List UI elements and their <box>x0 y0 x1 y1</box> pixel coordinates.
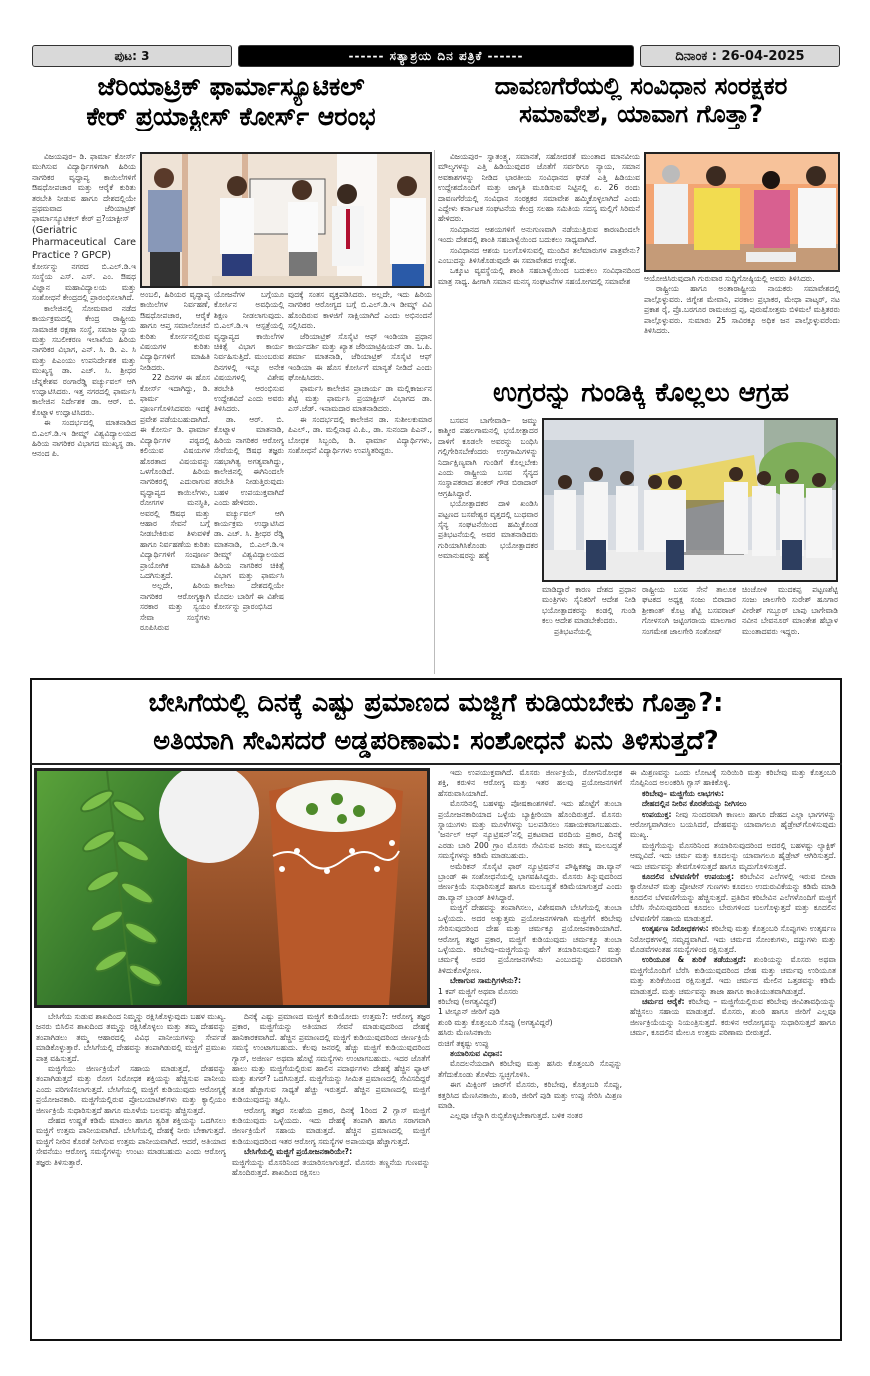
subheading <box>630 799 836 809</box>
subheading <box>630 789 836 799</box>
paragraph-text: ಮಜ್ಜಿಗೆ ದೇಹವನ್ನು ತಂಪಾಗಿಸಲು, ವಿಶೇಷವಾಗಿ ಬೇಸಿಗೆಯಲ್ಲಿ ತುಂಬಾ ಒಳ್ಳೆಯದು. ಅದರ ಅತ್ಯುತ್ತಮ ಪ್ರಯೋಜನಗಳಿಗಾಗಿ ಮಜ್ಜಿಗೆಗೆ ಕರಿಬೇವು ಸೇರಿಸುವುದರಿಂದ ದೇಹ ಮತ್ತು ಚರ್ಮಕ್ಕೂ ಪ್ರಯೋಜನಕಾರಿಯಾಗಿದೆ. ಆರೋಗ್ಯ ತಜ್ಞರ ಪ್ರಕಾರ, ಮಜ್ಜಿಗೆ ಕುಡಿಯುವುದು ಚರ್ಮಕ್ಕೂ ತುಂಬಾ ಒಳ್ಳೆಯದು. ಕರಿಬೇವು–ಮಜ್ಜಿಗೆಯನ್ನು ಹೇಗೆ ತಯಾರಿಸುವುದು? ಮತ್ತು ಚರ್ಮಕ್ಕೆ ಅದರ ಪ್ರಯೋಜನಗಳೇನು ಎಂಬುದನ್ನು ವಿವರವಾಗಿ ತಿಳಿದುಕೊಳ್ಳೋಣ. <box>438 903 622 975</box>
article3-headline <box>436 378 846 409</box>
paragraph-text: ಕೂದಲಿನ ಬೆಳವಣಿಗೆಗೆ ಉಪಯುಕ್ತ: ಕರಿಬೇವಿನ ಎಲೆಗಳಲ್ಲಿ ಇರುವ ಬೀಟಾ ಕ್ಯಾರೋಟಿನ್ ಮತ್ತು ಪ್ರೋಟೀನ್ ಗುಣಗಳು ಕೂದಲು ಉದುರುವಿಕೆಯನ್ನು ಕಡಿಮೆ ಮಾಡಿ ಕೂದಲಿನ ಬೆಳವಣಿಗೆಯನ್ನು ಹೆಚ್ಚಿಸುತ್ತದೆ. ಪ್ರತಿದಿನ ಕರಿಬೇವಿನ ಎಲೆಗಳೊಂದಿಗೆ ಮಜ್ಜಿಗೆ ಬೆರೆಸಿ ಸೇವಿಸುವುದರಿಂದ ಕೂದಲು ಬೇರುಗಳಿಂದ ಬಲಗೊಳ್ಳುತ್ತದೆ ಮತ್ತು ಕೂದಲಿನ ಬೆಳವಣಿಗೆಗೆ ಸಹಾಯ ಮಾಡುತ್ತದೆ. <box>630 872 836 923</box>
paragraph-text: ಅಮೆರಿಕನ್ ಸೊಸೈಟಿ ಫಾರ್ ನ್ಯೂಟ್ರಿಷನ್‌ನ ಪೌಷ್ಟಿಕತಜ್ಞ ಡಾ.ವ್ಯಾನ್ ಬ್ರಾಂಡ್ ಈ ಸಂಶೋಧನೆಯಲ್ಲಿ ಭಾಗವಹಿಸಿದ್ದರು. ಮೊಸರು ತಿನ್ನುವುದರಿಂದ ಜೀರ್ಣಕ್ರಿಯೆ ಸುಧಾರಿಸುತ್ತದೆ ಹಾಗೂ ಮಲಬದ್ಧತೆ ಕಡಿಮೆಯಾಗುತ್ತದೆ ಎಂದು ಡಾ.ವ್ಯಾನ್ ಬ್ರಾಂಡ್ ತಿಳಿಸಿದ್ದಾರೆ. <box>438 861 622 902</box>
article1-column-4 <box>288 290 432 674</box>
press-meet-photo <box>646 154 838 270</box>
paragraph: ಮಾಡಿದ್ದಾರೆ ಕಾರಣ ದೇಶದ ಪ್ರಧಾನ ಮಂತ್ರಿಗಳು ಸೈನಿಕರಿಗೆ ಆದೇಶ ನೀಡಿ ಭಯೋತ್ಪಾದಕರನ್ನು ಕಂಡಲ್ಲಿ ಗುಂಡಿ ಕಲು ಆದೇಶ ಮಾಡಬೇಕೆಂದರು. <box>542 585 636 626</box>
paper-title-banner <box>238 45 634 67</box>
paragraph-text: ಇದು ಉಪಯುಕ್ತವಾಗಿದೆ. ಮೊಸರು ಜೀರ್ಣಕ್ರಿಯೆ, ರೋಗನಿರೋಧಕ ಶಕ್ತಿ, ಕರುಳಿನ ಆರೋಗ್ಯ ಮತ್ತು ಇತರ ಹಲವು ಪ್ರಯೋಜನಗಳಿಗೆ ಹೆಸರುವಾಸಿಯಾಗಿದೆ. <box>438 768 622 798</box>
list-item <box>438 1028 622 1038</box>
article1-headline <box>30 72 432 131</box>
paragraph <box>438 768 622 799</box>
paragraph <box>438 1059 622 1080</box>
paragraph: ಸಂವಿಧಾನದ ಆಶಯ ಬಲಗೊಳಿಸುವಲ್ಲಿ ಮುಂದಿನ ತಲೆಮಾರುಗಳ ಪಾತ್ರವೇನು? ಎಂಬುದನ್ನು ತಿಳಿಸಿಕೊಡುವುದೇ ಈ ಸಮಾವೇಶದ ಉದ್ದೇಶ. <box>438 245 640 266</box>
paragraph: ಮಜ್ಜಿಗೆಯು ಜೀರ್ಣಕ್ರಿಯೆಗೆ ಸಹಾಯ ಮಾಡುತ್ತದೆ, ದೇಹವನ್ನು ತಂಪಾಗಿಡುತ್ತದೆ ಮತ್ತು ರೋಗ ನಿರೋಧಕ ಶಕ್ತಿಯನ್ನು ಹೆಚ್ಚಿಸುವ ಪಾನೀಯ ಎಂದು ಪರಿಗಣಿಸಲಾಗುತ್ತದೆ. ಬೇಸಿಗೆಯಲ್ಲಿ ಮಜ್ಜಿಗೆ ಕುಡಿಯುವುದು ಆರೋಗ್ಯಕ್ಕೆ ಪ್ರಯೋಜನಕಾರಿ. ಮಜ್ಜಿಗೆಯಲ್ಲಿರುವ ಪ್ರೋಬಯಾಟಿಕ್‌ಗಳು ಮತ್ತು ಕ್ಯಾಲ್ಸಿಯಂ ಜೀರ್ಣಕ್ರಿಯೆ ಸುಧಾರಿಸುತ್ತದೆ ಹಾಗೂ ಮೂಳೆಯ ಬಲವನ್ನು ಹೆಚ್ಚಿಸುತ್ತದೆ. <box>36 1064 226 1115</box>
paragraph <box>630 841 836 872</box>
course-inauguration-photo <box>142 154 430 286</box>
list-item-text: ಈ ಮಿಶ್ರಣವನ್ನು ಒಂದು ಲೋಟಕ್ಕೆ ಸುರಿಯಿರಿ ಮತ್ತು ಕರಿಬೇವು ಮತ್ತು ಕೊತ್ತಂಬರಿ ಸೊಪ್ಪಿನಿಂದ ಅಲಂಕರಿಸಿ ಗ್ಲಾಸ್ ಹಾಕಿಕೊಳ್ಳಿ. <box>630 768 836 788</box>
paragraph: ಬಸವನ ಬಾಗೇವಾಡಿ– ಜಮ್ಮು ಕಾಶ್ಮೀರ ಪಹಲಗಾಮನಲ್ಲಿ ಭಯೋತ್ಪಾದರ ದಾಳಿಗೆ ಕೂಡಲೇ ಅವರನ್ನು ಬಂಧಿಸಿ ಗಲ್ಲಿಗೇರಿಸಬೇಕೆಂದರು ಉಗ್ರಗಾಮಿಗಳನ್ನು ನಿರ್ದಾಕ್ಷಿಣ್ಯವಾಗಿ ಗುಂಡಿಗೆ ಕೊಲ್ಲಬೇಕು ಎಂದು ರಾಷ್ಟ್ರೀಯ ಬಸವ ಸೈನ್ಯದ ಸಂಸ್ಥಾಪಕರಾದ ಶಂಕರ್ ಗೌಡ ಬಿರಾದಾರ್ ಆಗ್ರಹಿಸಿದ್ದಾರೆ. <box>438 416 538 498</box>
subheading-text: ಬೇಕಾಗುವ ಸಾಮಗ್ರಿಗಳೇನು?: <box>450 976 522 986</box>
subheading <box>438 1049 622 1059</box>
paragraph: ಆಯೋಜಿಸಿರುವುದಾಗಿ ಗುರುವಾರ ಸುದ್ದಿಗೋಷ್ಠಿಯಲ್ಲಿ ಅವರು ತಿಳಿಸಿದರು. <box>644 274 815 283</box>
paragraph: ಯೋಜನೆಗಳ ಬಗ್ಗೆಯೂ ಕೋರ್ಸಿನ ಅವಧಿಯಲ್ಲಿ ಶಿಕ್ಷಣ ನೀಡಲಾಗುವುದು. ಬಿ.ಎಲ್.ಡಿ.ಇ ಆಸ್ಪತ್ರೆಯಲ್ಲಿ ವೃದ್ಧಾಪ್ಯದ ಕಾಯಿಲೆಗಳ ಚಿಕಿತ್ಸೆ ವಿಭಾಗ ಕಾರ್ಯ ನಿರ್ವಹಿಸುತ್ತಿದೆ. ಮುಂಬರುವ ದಿನಗಳಲ್ಲಿ ಇನ್ನೂ ಅನೇಕ ವಿಷಯಗಳಲ್ಲಿ ವಿಶೇಷ ತರಬೇತಿ ಆರಂಭಿಸುವ ಉದ್ದೇಶವಿದೆ ಎಂದು ಅವರು ತಿಳಿಸಿದರು. <box>214 290 284 414</box>
article3-headline-text: ಉಗ್ರರನ್ನು ಗುಂಡಿಕ್ಕಿ ಕೊಲ್ಲಲು ಆಗ್ರಹ <box>493 378 789 408</box>
paragraph <box>438 1111 622 1121</box>
paragraph-text: ಈಗ ಮಿಕ್ಸಿಂಗ್ ಜಾರ್‌ಗೆ ಮೊಸರು, ಕರಿಬೇವು, ಕೊತ್ತಂಬರಿ ಸೊಪ್ಪು, ಕತ್ತರಿಸಿದ ಮೆಣಸಿನಕಾಯಿ, ಶುಂಠಿ, ಜೀರಿಗೆ ಪುಡಿ ಮತ್ತು ಉಪ್ಪು ಸೇರಿಸಿ ಮಿಶ್ರಣ ಮಾಡಿ. <box>438 1080 622 1110</box>
paragraph <box>438 903 622 976</box>
lead-in: ಉಪಯುಕ್ತ: <box>642 809 676 819</box>
subheading: ಬೇಸಿಗೆಯಲ್ಲಿ ಮಜ್ಜಿಗೆ ಪ್ರಯೋಜನಕಾರಿಯೇ?: <box>244 1147 353 1157</box>
paragraph: ಅಂಬಲಿ, ಹಿರಿಯರ ವೃದ್ಧಾಪ್ಯ ಕಾಯಿಲೆಗಳ ನಿರ್ವಹಣೆ, ಔಷಧೋಪಚಾರ, ಆರೈಕೆ ಹಾಗೂ ಆಪ್ತ ಸಮಾಲೋಚನೆ ಕುರಿತು ಕೋರ್ಸನಲ್ಲಿರುವ ವಿಷಯಗಳ ಕುರಿತು ವಿದ್ಯಾರ್ಥಿಗಳಿಗೆ ಮಾಹಿತಿ ನೀಡಿದರು. <box>140 290 210 372</box>
buttermilk-curry-leaves-photo <box>37 771 427 1005</box>
paragraph-with-lead <box>630 955 836 997</box>
protest-photo <box>544 420 836 580</box>
paragraph: 22 ದಿನಗಳ ಈ ಹೊಸ ಕೋರ್ಸ್ ಇದಾಗಿದ್ದು, ಡಿ. ಫಾರ್ಮ ಪೂರ್ಣಗೊಳಿಸಿದವರು ಇದಕ್ಕೆ ಪ್ರವೇಶ ಪಡೆಯಬಹುದಾಗಿದೆ. ಈ ಕೋರ್ಸು ಡಿ. ಫಾರ್ಮಾ ವಿದ್ಯಾರ್ಥಿಗಳ ಪಠ್ಯದಲ್ಲಿ ಕಲಿಯುವ ವಿಷಯಗಳ ಹೊರತಾದ ವಿಷಯವನ್ನು ಒಳಗೊಂಡಿದೆ. ಹಿರಿಯ ನಾಗರಿಕರಲ್ಲಿ ಎದುರಾಗುವ ವೃದ್ಧಾಪ್ಯದ ಕಾಯಿಲೆಗಳು, ರೋಗಗಳ ಮನಸ್ಥಿತಿ, ಅವರಲ್ಲಿ ಔಷಧ ಮತ್ತು ಆಹಾರ ಸೇವನೆ ಬಗ್ಗೆ ನೀಡಬೇಕಿರುವ ತಿಳುವಳಿಕೆ ಹಾಗೂ ನಿರ್ವಹಣೆಯ ಕುರಿತು ವಿದ್ಯಾರ್ಥಿಗಳಿಗೆ ಸಂಪೂರ್ಣ ಪ್ರಾಯೋಗಿಕ ಮಾಹಿತಿ ಒದಗಿಸುತ್ತದೆ. <box>140 373 210 580</box>
subheading <box>438 976 622 986</box>
paragraph: ಭಯೋತ್ಪಾದಕರ ದಾಳಿ ಖಂಡಿಸಿ ಪಟ್ಟಣದ ಬಸವೇಶ್ವರ ವೃತ್ತದಲ್ಲಿ ಬುಧವಾರ ಸೈನ್ಯ ಸಂಘಟನೆಯಿಂದ ಹಮ್ಮಿಕೊಂಡ ಪ್ರತಿಭಟನೆಯಲ್ಲಿ ಅವರ ಮಾತನಾಡಿದರು ಗುರಿಯಾಗಿಸಿಕೊಂಡು ಭಯೋತ್ಪಾದಕರ ಅಮಾನುಷರನ್ನು ಹತ್ಯೆ <box>438 499 538 561</box>
lead-in: ಉರಿಯೂತ & ತುರಿಕೆ ತಡೆಯುತ್ತದೆ: <box>642 955 754 965</box>
paragraph: ಡಾ. ಆರ್. ಬಿ. ಕೊಟ್ನಾಳ ಮಾತನಾಡಿ, ಹಿರಿಯ ನಾಗರಿಕರ ಆರೋಗ್ಯ ಸೇವೆಯಲ್ಲಿ ಔಷಧ ತಜ್ಞರು ಸಹಭಾಗಿತ್ವ ಅಗತ್ಯವಾಗಿದ್ದು, ಕಾಲೇಜಿನಲ್ಲಿ ಈಗಿನಿಂದಲೇ ತರಬೇತಿ ನೀಡುತ್ತಿರುವುದು ಬಹಳ ಉಪಯುಕ್ತವಾಗಿದೆ ಎಂದು ಹೇಳಿದರು. <box>214 414 284 508</box>
paragraph-english: (Geriatric Pharmaceutical Care Practice ? GPCP) <box>32 224 136 261</box>
article4-column-1 <box>36 1012 226 1338</box>
article4-headline-line2: ಅತಿಯಾಗಿ ಸೇವಿಸದರೆ ಅಡ್ಡಪರಿಣಾಮ: ಸಂಶೋಧನೆ ಏನು ತಿಳಿಸುತ್ತದೆ? <box>153 726 719 756</box>
paragraph: ಕಾಲೇಜಿನಲ್ಲಿ ಸೋಮವಾರ ನಡೆದ ಕಾರ್ಯಕ್ರಮದಲ್ಲಿ ಕೇಂದ್ರ ರಾಷ್ಟ್ರೀಯ ಸಾಮಾಜಿಕ ರಕ್ಷಣಾ ಸಂಸ್ಥೆ, ಸಮಾಜ ನ್ಯಾಯ ಮತ್ತು ಸಬಲೀಕರಣ ಇಲಾಖೆಯ ಹಿರಿಯ ನಾಗರಿಕರ ವಿಭಾಗ, ಎನ್. ಸಿ. ಡಿ. ಎ. ಸಿ ಮತ್ತು ಪಿಎಂಯು ಉಪನಿರ್ದೇಶಕ ಮತ್ತು ಮುಖ್ಯಸ್ಥ ಡಾ. ಎಚ್. ಸಿ. ಶ್ರೀಧರ ಚೆನ್ನಕೇಶವ ರಂಗಾರೆಡ್ಡಿ ವರ್ಚ್ಯುವಲ್ ಆಗಿ ಉದ್ಘಾಟಿಸಿದರು. ಇತ್ತ ನಗರದಲ್ಲಿ ಫಾರ್ಮಸಿ ಕಾಲೇಜಿನ ನಿರ್ದೇಶಕ ಡಾ. ಆರ್. ಬಿ. ಕೊಟ್ನಾಳ ಉದ್ಘಾಟಿಸಿದರು. <box>32 303 136 417</box>
list-item-text: ರುಚಿಗೆ ತಕ್ಕಷ್ಟು ಉಪ್ಪು <box>438 1038 489 1048</box>
article3-column-2 <box>542 585 636 675</box>
paragraph: ಈ ಸಂದರ್ಭದಲ್ಲಿ ಮಾತನಾಡಿದ ಬಿ.ಎಲ್.ಡಿ.ಇ ಡೀಮ್ಡ್ ವಿಶ್ವವಿದ್ಯಾಲಯದ ಹಿರಿಯ ನಾಗರಿಕರ ವಿಭಾಗದ ಮುಖ್ಯಸ್ಥ ಡಾ. ಆನಂದ ಪಿ. <box>32 418 136 459</box>
lead-in: ಉತ್ಕರ್ಷಣ ನಿರೋಧಕಗಳು: <box>642 924 712 934</box>
paragraph: ದಿನಕ್ಕೆ ಎಷ್ಟು ಪ್ರಮಾಣದ ಮಜ್ಜಿಗೆ ಕುಡಿಯೋದು ಉತ್ತಮ?: ಆರೋಗ್ಯ ತಜ್ಞರ ಪ್ರಕಾರ, ಮಜ್ಜಿಗೆಯನ್ನು ಅತಿಯಾದ ಸೇವನೆ ಮಾಡುವುದರಿಂದ ದೇಹಕ್ಕೆ ಹಾನಿಕಾರಕವಾಗಿದೆ. ಹೆಚ್ಚಿನ ಪ್ರಮಾಣದಲ್ಲಿ ಮಜ್ಜಿಗೆ ಕುಡಿಯುವುದರಿಂದ ಜೀರ್ಣಕ್ರಿಯೆ ಸಮಸ್ಯೆ ಉಂಟಾಗಬಹುದು. ಕೆಲವು ಜನರಲ್ಲಿ ಹೆಚ್ಚು ಮಜ್ಜಿಗೆ ಕುಡಿಯುವುದರಿಂದ ಗ್ಯಾಸ್, ಅಜೀರ್ಣ ಅಥವಾ ಹೊಟ್ಟೆ ಸಮಸ್ಯೆಗಳು ಉಂಟಾಗಬಹುದು. ಇದರ ಜೊತೆಗೆ ಹಾಲು ಮತ್ತು ಮಜ್ಜಿಗೆಯಲ್ಲಿರುವ ಹಾಲಿನ ಪದಾರ್ಥಗಳು ದೇಹಕ್ಕೆ ಹೆಚ್ಚಿನ ಫ್ಯಾಟ್ ಮತ್ತು ಶುಗರ್? ಒದಗಿಸುತ್ತದೆ. ಮಜ್ಜಿಗೆಯನ್ನು ಸೀಮಿತ ಪ್ರಮಾಣದಲ್ಲಿ ಸೇವಿಸದಿದ್ದರೆ ತೂಕ ಹೆಚ್ಚಾಗುವ ಸಾಧ್ಯತೆ ಹೆಚ್ಚು ಇರುತ್ತದೆ. ಹೆಚ್ಚಿನ ಪ್ರಮಾಣದಲ್ಲಿ ಮಜ್ಜಿಗೆ ಕುಡಿಯುವುದನ್ನು ತಪ್ಪಿಸಿ. <box>232 1012 430 1105</box>
paragraph-text: ಉತ್ಕರ್ಷಣ ನಿರೋಧಕಗಳು: ಕರಿಬೇವು ಮತ್ತು ಕೊತ್ತಂಬರಿ ಸೊಪ್ಪುಗಳು ಉತ್ಕರ್ಷಣ ನಿರೋಧಕಗಳಲ್ಲಿ ಸಮೃದ್ಧವಾಗಿದೆ. ಇದು ಚರ್ಮದ ಸೋಂಕುಗಳು, ದದ್ದುಗಳು ಮತ್ತು ಮೊಡವೆಗಳಂತಹ ಸಮಸ್ಯೆಗಳಿಂದ ರಕ್ಷಿಸುತ್ತದೆ. <box>630 924 836 954</box>
list-item-text: 1 ಟೀಸ್ಪೂನ್ ಜೀರಿಗೆ ಪುಡಿ <box>438 1007 501 1017</box>
article2-photo <box>644 152 840 272</box>
paragraph: ಒಕ್ಕೂಟ ವ್ಯವಸ್ಥೆಯಲ್ಲಿ ಶಾಂತಿ ಸಹಬಾಳ್ವೆಯಿಂದ ಬದುಕಲು ಸಂವಿಧಾನದಿಂದ ಮಾತ್ರ ಸಾಧ್ಯ. ಹೀಗಾಗಿ ಸಮಾನ ಮನಸ್ಕ ಸಂಘಟನೆಗಳ ಸಹಯೋಗದಲ್ಲಿ ಸಮಾವೇಶ <box>438 266 640 286</box>
article4-photo <box>34 768 430 1008</box>
page-number-badge <box>32 45 232 67</box>
article1-column-3 <box>214 290 284 674</box>
paragraph: ದೇಹದ ಉಷ್ಣತೆ ಕಡಿಮೆ ಮಾಡಲು ಹಾಗೂ ತ್ವರಿತ ಶಕ್ತಿಯನ್ನು ಒದಗಿಸಲು ಮಜ್ಜಿಗೆ ಉತ್ತಮ ಪಾನೀಯವಾಗಿದೆ. ಬೇಸಿಗೆಯಲ್ಲಿ ದೇಹಕ್ಕೆ ನೀರು ಬೇಕಾಗುತ್ತದೆ. ಮಜ್ಜಿಗೆ ನೀರಿನ ಕೊರತೆ ನೀಗಿಸುವ ಉತ್ತಮ ಪಾನೀಯವಾಗಿದೆ. ಆದರೆ, ಅತಿಯಾದ ಸೇವನೆಯು ಆರೋಗ್ಯ ಸಮಸ್ಯೆಗಳನ್ನು ಉಂಟು ಮಾಡಬಹುದು ಎಂದು ಆರೋಗ್ಯ ತಜ್ಞರು ತಿಳಿಸುತ್ತಾರೆ. <box>36 1116 226 1167</box>
list-item-text: ಕರಿಬೇವು (ಅಗತ್ಯವಿದ್ದರೆ) <box>438 996 497 1006</box>
paragraph-text: ಮೊಸರಿನಲ್ಲಿ ಬಹಳಷ್ಟು ಪೋಷಕಾಂಶಗಳಿವೆ. ಇದು ಹೊಟ್ಟೆಗೆ ತುಂಬಾ ಪ್ರಯೋಜನಕಾರಿಯಾದ ಒಳ್ಳೆಯ ಬ್ಯಾಕ್ಟೀರಿಯಾ ಹೊಂದಿರುತ್ತದೆ. ಮೊಸರು ಸ್ನಾಯುಗಳು ಮತ್ತು ಮೂಳೆಗಳನ್ನು ಬಲಪಡಿಸಲು ಸಹಾಯಕವಾಗಬಹುದು. 'ಜರ್ನಲ್ ಆಫ್ ನ್ಯೂಟ್ರಿಷನ್'ನಲ್ಲಿ ಪ್ರಕಟವಾದ ವರದಿಯ ಪ್ರಕಾರ, ದಿನಕ್ಕೆ ಎರಡು ಬಾರಿ 200 ಗ್ರಾಂ ಮೊಸರು ಸೇವಿಸುವ ಜನರು ತಮ್ಮ ಮಲಬದ್ಧತೆ ಸಮಸ್ಯೆಗಳನ್ನು ಕಡಿಮೆ ಮಾಡಬಹುದು. <box>438 799 622 861</box>
article3-column-1 <box>438 416 538 674</box>
article4-column-4 <box>630 768 836 1338</box>
paragraph: ಚಿಂಚೋಳಿ ಮುದಕಪ್ಪ ಪಟ್ಟಣಶೆಟ್ಟಿ ಸಂಜು ಜಾಲಗೇರಿ ಸುರೇಶ್ ಹೂಗಾರ ವೀರೇಶ್ ಗಬ್ಬೂರ್ ಬಾಪು ಬಾಗೇವಾಡಿ ನವೀನ ಬೇವನೂರ್ ಮಾಂತೇಶ ಹೆಬ್ಬಾಳ ಮುಂತಾದವರು ಇದ್ದರು. <box>742 585 838 636</box>
paragraph <box>438 1080 622 1111</box>
paragraph-text: ಮಜ್ಜಿಗೆಯನ್ನು ಮೊಸರಿನಿಂದ ತಯಾರಿಸುವುದರಿಂದ ಅದರಲ್ಲಿ ಬಹಳಷ್ಟು ಲ್ಯಾಕ್ಟಿಕ್ ಆಮ್ಲವಿದೆ. ಇದು ಚರ್ಮ ಮತ್ತು ಕೂದಲನ್ನು ಯಾವಾಗಲೂ ಹೈಡ್ರೇಟ್ ಆಗಿರಿಸುತ್ತದೆ. ಇದು ಚರ್ಮವನ್ನು ತೇವಗೊಳಿಸುತ್ತದೆ ಹಾಗೂ ಮೃದುಗೊಳಿಸುತ್ತದೆ. <box>630 840 836 871</box>
list-item <box>438 1039 622 1049</box>
article1-column-1 <box>32 152 136 674</box>
paragraph-with-lead <box>630 924 836 955</box>
paragraph: ಆರೋಗ್ಯ ತಜ್ಞರ ಸಲಹೆಯ ಪ್ರಕಾರ, ದಿನಕ್ಕೆ 1ರಿಂದ 2 ಗ್ಲಾಸ್ ಮಜ್ಜಿಗೆ ಕುಡಿಯುವುದು ಒಳ್ಳೆಯದು. ಇದು ದೇಹಕ್ಕೆ ತಂಪಾಗಿ ಹಾಗೂ ಸರಾಗವಾಗಿ ಜೀರ್ಣಕ್ರಿಯೆಗೆ ಸಹಾಯ ಮಾಡುತ್ತದೆ. ಹೆಚ್ಚಿನ ಪ್ರಮಾಣದಲ್ಲಿ ಮಜ್ಜಿಗೆ ಕುಡಿಯುವುದರಿಂದ ಇತರ ಆರೋಗ್ಯ ಸಮಸ್ಯೆಗಳ ಅಪಾಯವೂ ಹೆಚ್ಚಾಗುತ್ತದೆ. <box>232 1105 430 1146</box>
paragraph: ಈ ಸಂದರ್ಭದಲ್ಲಿ ಕಾಲೇಜಿನ ಡಾ. ಸುಶೀಲಕುಮಾರ ಪಿಎಲ್., ಡಾ. ಮಲ್ಲಿನಾಥ ವಿ.ಪಿ., ಡಾ. ಸುನಂದಾ ಪಿಎನ್., ಬೋಧಕ ಸಿಬ್ಬಂದಿ, ಡಿ. ಫಾರ್ಮಾ ವಿದ್ಯಾರ್ಥಿಗಳು, ಸಂಶೋಧನೆ ವಿದ್ಯಾರ್ಥಿಗಳು ಉಪಸ್ಥಿತರಿದ್ದರು. <box>288 414 432 456</box>
article2-headline-line2: ಸಮಾವೇಶ, ಯಾವಾಗ ಗೊತ್ತಾ? <box>519 100 763 129</box>
paper-title: ------ ಸತ್ಯಾಶ್ರಯ ದಿನ ಪತ್ರಿಕೆ ------ <box>348 48 524 63</box>
list-item-text: 1 ಕಪ್ ಮಜ್ಜಿಗೆ ಅಥವಾ ಮೊಸರು <box>438 986 519 996</box>
article2-headline <box>436 72 846 129</box>
list-item <box>438 997 622 1007</box>
paragraph: ವುದಕ್ಕೆ ಸಂತಸ ವ್ಯಕ್ತಪಡಿಸಿದರು. ಅಲ್ಲದೇ, ಇದು ಹಿರಿಯ ನಾಗರಿಕರ ಆರೋಗ್ಯದ ಬಗ್ಗೆ ಬಿ.ಎಲ್.ಡಿ.ಇ ಡೀಮ್ಡ್ ವಿವಿ ಹೊಂದಿರುವ ಕಾಳಜಿಗೆ ಸಾಕ್ಷಿಯಾಗಿದೆ ಎಂದು ಅಭಿನಂದನೆ ಸಲ್ಲಿಸಿದರು. <box>288 290 432 331</box>
paragraph: ಬೇಸಿಗೆಯ ಸುಡುವ ಶಾಖದಿಂದ ನಿಮ್ಮನ್ನು ರಕ್ಷಿಸಿಕೊಳ್ಳುವುದು ಬಹಳ ಮುಖ್ಯ. ಜನರು ಬಿಸಿಲಿನ ಶಾಖದಿಂದ ತಮ್ಮನ್ನು ರಕ್ಷಿಸಿಕೊಳ್ಳಲು ಮತ್ತು ತಮ್ಮ ದೇಹವನ್ನು ತಂಪಾಗಿಡಲು ತಮ್ಮ ಆಹಾರದಲ್ಲಿ ವಿವಿಧ ಪಾನೀಯಗಳನ್ನು ಸೇರ್ಪಡೆ ಮಾಡಿಕೊಳ್ಳುತ್ತಾರೆ. ಬೇಸಿಗೆಯಲ್ಲಿ ದೇಹವನ್ನು ತಂಪಾಗಿಡುವಲ್ಲಿ ಮಜ್ಜಿಗೆ ಪ್ರಮುಖ ಪಾತ್ರ ವಹಿಸುತ್ತದೆ. <box>36 1012 226 1063</box>
lead-in: ಕೂದಲಿನ ಬೆಳವಣಿಗೆಗೆ ಉಪಯುಕ್ತ: <box>642 872 740 882</box>
article2-headline-line1: ದಾವಣಗೆರೆಯಲ್ಲಿ ಸಂವಿಧಾನ ಸಂರಕ್ಷಕರ <box>494 72 788 100</box>
paragraph: ಪ್ರತಿಭಟನೆಯಲ್ಲಿ <box>554 626 592 636</box>
article1-headline-line1: ಜೆರಿಯಾಟ್ರಿಕ್ ಫಾರ್ಮಾಸ್ಯೂಟಿಕಲ್ <box>97 72 365 101</box>
paragraph-with-lead <box>630 810 836 841</box>
article1-headline-line2: ಕೇರ್ ಪ್ರಯಾಕ್ಟೀಸ್ ಕೋರ್ಸ್ ಆರಂಭ <box>86 101 376 131</box>
list-item-text: ಹಸಿರು ಮೆಣಸಿನಕಾಯಿ <box>438 1028 492 1038</box>
article3-photo <box>542 418 838 582</box>
paragraph: ಕೋರ್ಸನ್ನು ನಗರದ ಬಿ.ಎಲ್.ಡಿ.ಇ ಸಂಸ್ಥೆಯ ಎಸ್. ಎಸ್. ಎಂ. ಔಷಧ ವಿಜ್ಞಾನ ಮಹಾವಿದ್ಯಾಲಯ ಮತ್ತು ಸಂಶೋಧನೆ ಕೇಂದ್ರದಲ್ಲಿ ಪ್ರಾರಂಭಿಸಲಾಗಿದೆ. <box>32 262 136 303</box>
article4-headline-line1: ಬೇಸಿಗೆಯಲ್ಲಿ ದಿನಕ್ಕೆ ಎಷ್ಟು ಪ್ರಮಾಣದ ಮಜ್ಜಿಗೆ ಕುಡಿಯಬೇಕು ಗೊತ್ತಾ?: <box>148 688 724 718</box>
subheading-text: ದೇಹದಲ್ಲಿನ ನೀರಿನ ಕೊರತೆಯನ್ನು ನೀಗಿಸಲು <box>642 799 747 809</box>
paragraph-text: ಮೊದಲನೆಯದಾಗಿ ಕರಿಬೇವು ಮತ್ತು ಹಸಿರು ಕೊತ್ತಂಬರಿ ಸೊಪ್ಪನ್ನು ತೆಗೆದುಕೊಂಡು ತೊಳೆದು ಸ್ವಚ್ಛಗೊಳಿಸಿ. <box>438 1059 622 1079</box>
paragraph: ಅಲ್ಲದೇ, ಹಿರಿಯ ನಾಗರಿಕರ ಆರೋಗ್ಯಕ್ಕಾಗಿ ಸರಕಾರ ಮತ್ತು ಸ್ವಯಂ ಸೇವಾ ಸಂಸ್ಥೆಗಳು ರೂಪಿಸಿರುವ <box>140 581 210 632</box>
list-item-text: ಶುಂಠಿ ಮತ್ತು ಕೊತ್ತಂಬರಿ ಸೊಪ್ಪು (ಅಗತ್ಯವಿದ್ದರೆ) <box>438 1017 553 1027</box>
paragraph-with-lead <box>630 872 836 924</box>
paragraph-text: ಚರ್ಮದ ಆರೈಕೆ: ಕರಿಬೇವು – ಮಜ್ಜಿಗೆಯಲ್ಲಿರುವ ಕರಿಬೇವು ಜೀವಿತಾವಧಿಯನ್ನು ಹೆಚ್ಚಿಸಲು ಸಹಾಯ ಮಾಡುತ್ತದೆ. ಮೊಸರು, ಶುಂಠಿ ಹಾಗೂ ಜೀರಿಗೆ ಎಲ್ಲವೂ ಜೀರ್ಣಕ್ರಿಯೆಯನ್ನು ನಿಯಂತ್ರಿಸುತ್ತದೆ. ಕರುಳಿನ ಆರೋಗ್ಯವನ್ನು ಸುಧಾರಿಸುತ್ತದೆ ಹಾಗೂ ಚರ್ಮ, ಕೂದಲಿನ ಮೇಲೂ ಉತ್ತಮ ಪರಿಣಾಮ ಬೀರುತ್ತದೆ. <box>630 996 836 1038</box>
paragraph <box>438 799 622 861</box>
paragraph: ರಾಷ್ಟ್ರೀಯ ಹಾಗೂ ಅಂತಾರಾಷ್ಟ್ರೀಯ ನಾಯಕರು ಸಮಾವೇಶದಲ್ಲಿ ಪಾಲ್ಗೊಳ್ಳುವರು. ಜಿಗ್ನೇಶ ಮೇವಾನಿ, ಪರಕಾಲ ಪ್ರಭಾಕರ, ಮೇಧಾ ಪಾಟ್ಕರ್, ನಟ ಪ್ರಕಾಶ ರೈ, ಪ್ರೊ.ಬರಗೂರ ರಾಮಚಂದ್ರ ಪ್ಪ, ಪುರುಷೋತ್ತಮ ಬಿಳಿಮಲೆ ಮತ್ತಿತರರು ಪಾಲ್ಗೊಳ್ಳುವರು. ಸುಮಾರು 25 ಸಾವಿರಕ್ಕೂ ಅಧಿಕ ಜನ ಪಾಲ್ಗೊಳ್ಳುವರೆಂದು ತಿಳಿಸಿದರು. <box>644 284 840 336</box>
headline-rule <box>30 763 842 765</box>
lead-in: ಚರ್ಮದ ಆರೈಕೆ: <box>642 996 689 1006</box>
article3-column-4 <box>742 585 838 675</box>
list-item <box>438 987 622 997</box>
column-divider <box>434 150 435 674</box>
article4-column-3 <box>438 768 622 1338</box>
paragraph-text: ಉಪಯುಕ್ತ: ನೀವು ಸುಂದರವಾಗಿ ಕಾಣಲು ಹಾಗೂ ದೇಹದ ಎಲ್ಲಾ ಭಾಗಗಳನ್ನು ಆರೋಗ್ಯವಾಗಿಡಲು ಬಯಸಿದರೆ, ದೇಹವನ್ನು ಯಾವಾಗಲೂ ಹೈಡ್ರೇಟ್‌ಗೊಳಿಸುವುದು ಮುಖ್ಯ. <box>630 809 836 840</box>
list-item <box>630 768 836 789</box>
article3-column-3 <box>642 585 736 675</box>
article4-headline <box>32 684 840 760</box>
paragraph-text: ಉರಿಯೂತ & ತುರಿಕೆ ತಡೆಯುತ್ತದೆ: ಶುಂಠಿಯನ್ನು ಮೊಸರು ಅಥವಾ ಮಜ್ಜಿಗೆಯೊಂದಿಗೆ ಬೆರೆಸಿ ಕುಡಿಯುವುದರಿಂದ ದೇಹ ಮತ್ತು ಚರ್ಮವು ಉರಿಯೂತ ಮತ್ತು ತುರಿಕೆಯಿಂದ ರಕ್ಷಿಸುತ್ತದೆ. ಇದು ಚರ್ಮದ ಮೇಲಿನ ಒತ್ತಡವನ್ನು ಕಡಿಮೆ ಮಾಡುತ್ತದೆ. ಮತ್ತು ಚರ್ಮವನ್ನು ತಾಜಾ ಹಾಗೂ ಕಾಂತಿಯುತವಾಗಿಡುತ್ತದೆ. <box>630 955 836 996</box>
date-badge <box>640 45 840 67</box>
paragraph-with-lead <box>630 997 836 1039</box>
article2-column-2 <box>644 274 840 378</box>
paragraph: ವಿಜಯಪುರ– ಡಿ. ಫಾರ್ಮಾ ಕೋರ್ಸ್ ಮುಗಿಸುವ ವಿದ್ಯಾರ್ಥಿಗಳಿಗಾಗಿ ಹಿರಿಯ ನಾಗರಿಕರ ವೃದ್ಧಾಪ್ಯ ಕಾಯಿಲೆಗಳಿಗೆ ಔಷಧೋಪಚಾರ ಮತ್ತು ಆರೈಕೆ ಕುರಿತು ತರಬೇತಿ ನೀಡುವ ಹಾಗೂ ದೇಶದಲ್ಲಿಯೇ ಪ್ರಥಮವಾದ ಜೆರಿಯಾಟ್ರಿಕ್ ಫಾರ್ಮಾಸ್ಯೂಟಿಕಲ್ ಕೇರ್ ಪ್ರ?ಯಾಕ್ಟೀಸ್ <box>32 152 136 224</box>
paragraph-text: ಎಲ್ಲವೂ ಚೆನ್ನಾಗಿ ರುಬ್ಬಿಕೊಳ್ಳಬೇಕಾಗುತ್ತದೆ. ಬಳಿಕ ನಂತರ <box>450 1111 583 1121</box>
article2-column-1 <box>438 152 640 377</box>
paragraph: ಮಜ್ಜಿಗೆಯನ್ನು ಮೊಸರಿನಿಂದ ತಯಾರಿಸಲಾಗುತ್ತದೆ. ಮೊಸರು ತಣ್ಣನೆಯ ಗುಣವನ್ನು ಹೊಂದಿರುತ್ತದೆ. ಶಾಖದಿಂದ ರಕ್ಷಿಸಲು <box>232 1157 430 1178</box>
list-item <box>438 1007 622 1017</box>
paragraph: ಜೆರಿಯಾಟ್ರಿಕ್ ಸೊಸೈಟಿ ಆಫ್ ಇಂಡಿಯಾ ಪ್ರಧಾನ ಕಾರ್ಯದರ್ಶಿ ಮತ್ತು ಖ್ಯಾತ ಜೆರಿಯಾಟ್ರಿಷಿಯನ್ ಡಾ. ಓ.ಪಿ. ಶರ್ಮಾ ಮಾತನಾಡಿ, ಜೆರಿಯಾಟ್ರಿಕ್ ಸೊಸೈಟಿ ಆಫ್ ಇಂಡಿಯಾ ಈ ಹೊಸ ಕೋರ್ಸಿಗೆ ಮಾನ್ಯತೆ ನೀಡಿದೆ ಎಂದು ಘೋಷಿಸಿದರು. <box>288 331 432 383</box>
paragraph: ಸಂವಿಧಾನದ ಆಶಯಗಳಿಗೆ ಅನುಗುಣವಾಗಿ ನಡೆಯುತ್ತಿರುವ ಕಾರಣದಿಂದಲೇ ಇಂದು ದೇಶದಲ್ಲಿ ಶಾಂತಿ ಸಹಬಾಳ್ವೆಯಿಂದ ಬದುಕಲು ಸಾಧ್ಯವಾಗಿದೆ. <box>438 224 640 245</box>
page-number: ಪುಟ: 3 <box>114 48 150 63</box>
article1-photo <box>140 152 432 288</box>
subheading-text: ತಯಾರಿಸುವ ವಿಧಾನ: <box>450 1048 503 1058</box>
subheading-text: ಕರಿಬೇವು– ಮಜ್ಜಿಗೆಯ ಲಾಭಗಳು: <box>642 788 724 798</box>
article1-column-2 <box>140 290 210 674</box>
paragraph: ರಾಷ್ಟ್ರೀಯ ಬಸವ ಸೇನೆ ತಾಲೂಕ ಘಟಕದ ಅಧ್ಯಕ್ಷ ಸಂಜು ಬಿರಾದಾರ ಶ್ರೀಕಾಂತ್ ಕೊಟ್ರ ಶೆಟ್ಟಿ ಬಸವರಾಜ್ ಗೋಳಸಂಗಿ ಜಟ್ಟಿಂಗರಾಯ ಮಾಲಗಾರ ಸಂಗಮೇಶ ಜಾಲಗೇರಿ ಸಂತೋಷ್ <box>642 585 736 636</box>
paragraph <box>438 862 622 904</box>
article4-column-2 <box>232 1012 430 1338</box>
list-item <box>438 1018 622 1028</box>
issue-date: ದಿನಾಂಕ : 26-04-2025 <box>675 48 805 64</box>
paragraph: ವರ್ಚ್ಯುವಲ್ ಆಗಿ ಕಾರ್ಯಕ್ರಮ ಉದ್ಘಾಟಿಸಿದ ಡಾ. ಎಚ್. ಸಿ. ಶ್ರೀಧರ ರೆಡ್ಡಿ ಮಾತನಾಡಿ, ಬಿ.ಎಲ್.ಡಿ.ಇ ಡೀಮ್ಡ್ ವಿಶ್ವವಿದ್ಯಾಲಯದ ಹಿರಿಯ ನಾಗರಿಕರ ಚಿಕಿತ್ಸೆ ವಿಭಾಗ ಮತ್ತು ಫಾರ್ಮಸಿ ಕಾಲೇಜು ದೇಶದಲ್ಲಿಯೇ ಮೊದಲ ಬಾರಿಗೆ ಈ ವಿಶೇಷ ಕೋರ್ಸನ್ನು ಪ್ರಾರಂಭಿಸಿದ <box>214 508 284 612</box>
paragraph: ವಿಜಯಪುರ– ಸ್ವಾತಂತ್ರ್ಯ, ಸಮಾನತೆ, ಸಹೋದರತೆ ಮುಂತಾದ ಮಾನವೀಯ ಮೌಲ್ಯಗಳನ್ನು ಎತ್ತಿ ಹಿಡಿಯುವುದರ ಜೊತೆಗೆ ಸರ್ವರಿಗೂ ನ್ಯಾಯ, ಸಮಾನ ಅವಕಾಶಗಳನ್ನು ನೀಡಿದ ಭಾರತೀಯ ಸಂವಿಧಾನದ ಘನತೆ ಎತ್ತಿ ಹಿಡಿಯುವ ಉದ್ದೇಶದೊಂದಿಗೆ ಮತ್ತು ಜಾಗೃತಿ ಮೂಡಿಸುವ ನಿಟ್ಟಿನಲ್ಲಿ ಏ. 26 ರಂದು ದಾವಣಗೆರೆಯಲ್ಲಿ ಸಂವಿಧಾನ ಸಂರಕ್ಷಕರ ಸಮಾವೇಶ ಹಮ್ಮಿಕೊಳ್ಳಲಾಗಿದೆ ಎಂದು ಎದ್ದೇಳು ಕರ್ನಾಟಕ ಸಂಘಟನೆಯ ಕೇಂದ್ರ ಸಲಹಾ ಸಮಿತಿಯ ಸದಸ್ಯ ಮಲ್ಲಿಗೆ ಸಿರಿಮನೆ ಹೇಳಿದರು. <box>438 152 640 224</box>
paragraph: ಫಾರ್ಮಸಿ ಕಾಲೇಜಿನ ಪ್ರಾಚಾರ್ಯ ಡಾ ಮಲ್ಲಿಕಾರ್ಜುನ ಶೆಟ್ಟಿ ಮತ್ತು ಫಾರ್ಮಸಿ ಪ್ರಯಾಕ್ಟೀಸ್ ವಿಭಾಗದ ಡಾ. ಎಸ್.ಜೆಡ್. ಇನಾಮದಾರ ಮಾತನಾಡಿದರು. <box>288 383 432 414</box>
